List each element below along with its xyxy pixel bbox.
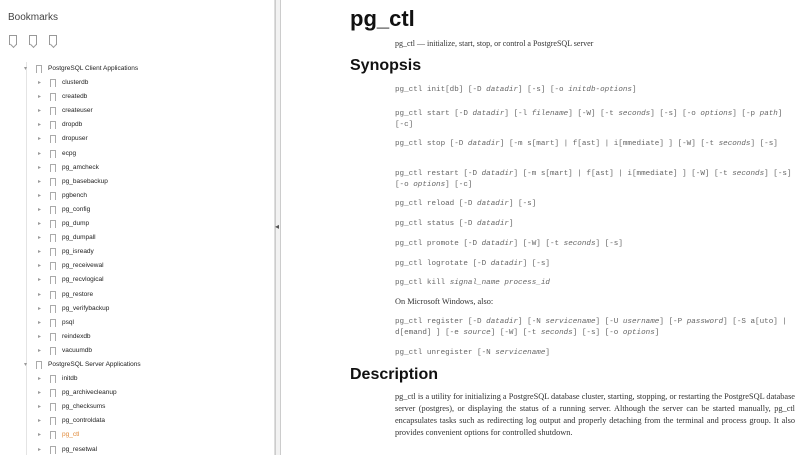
bookmark-icon — [50, 431, 56, 439]
document-view — [281, 0, 800, 455]
command-text: pg_ctl init[db] [-D — [395, 86, 487, 94]
expand-toggle-icon[interactable]: ▸ — [38, 305, 42, 312]
parameter: seconds — [718, 140, 751, 148]
parameter: datadir — [486, 86, 519, 94]
synopsis-line — [395, 169, 795, 191]
parameter: source — [463, 329, 491, 337]
tree-item[interactable] — [0, 217, 275, 231]
expand-toggle-icon[interactable]: ▸ — [38, 277, 42, 284]
collapse-toggle-icon[interactable]: ▾ — [24, 361, 28, 368]
command-text: ] [-W] [-t — [568, 110, 619, 118]
bookmark-icon — [50, 234, 56, 242]
bookmark-icon — [50, 107, 56, 115]
command-text: pg_ctl status [-D — [395, 220, 478, 228]
command-text: ] [-m s[mart] | f[ast] | i[mmediate] ] [-W] [-t — [513, 170, 733, 178]
tree-item[interactable] — [0, 386, 275, 400]
collapse-toggle-icon[interactable]: ▾ — [24, 66, 28, 72]
tree-item[interactable] — [0, 344, 275, 358]
tree-item-label: clusterdb — [62, 79, 89, 87]
parameter: datadir — [486, 318, 519, 326]
bookmark-icon — [50, 319, 56, 327]
synopsis-line — [395, 139, 795, 150]
description-heading: Description — [350, 366, 439, 383]
page-subtitle: pg_ctl — initialize, start, stop, or control a PostgreSQL server — [395, 39, 594, 48]
parameter: datadir — [481, 170, 514, 178]
tree-item[interactable] — [0, 62, 275, 76]
synopsis-line — [395, 278, 795, 289]
bookmark-icon — [50, 403, 56, 411]
bookmark-icon — [50, 192, 56, 200]
bookmark-icon[interactable] — [29, 35, 37, 45]
tree-item-label: pg_basebackup — [62, 177, 108, 185]
expand-toggle-icon[interactable]: ▸ — [38, 206, 42, 213]
expand-toggle-icon[interactable]: ▸ — [38, 319, 42, 326]
expand-toggle-icon[interactable]: ▸ — [38, 446, 42, 453]
tree-item[interactable] — [0, 372, 275, 386]
bookmark-icon — [50, 164, 56, 172]
bookmark-icon[interactable] — [9, 35, 17, 45]
expand-toggle-icon[interactable]: ▸ — [38, 376, 42, 383]
tree-item[interactable] — [0, 104, 275, 118]
command-text: ] [-s] — [522, 260, 550, 268]
expand-toggle-icon[interactable]: ▸ — [38, 235, 42, 242]
tree-item[interactable] — [0, 118, 275, 132]
tree-item[interactable] — [0, 132, 275, 146]
expand-toggle-icon[interactable]: ▸ — [38, 347, 42, 354]
tree-item[interactable] — [0, 414, 275, 428]
command-text: ] — [654, 329, 660, 337]
bookmark-icon — [50, 417, 56, 425]
parameter: seconds — [563, 240, 596, 248]
command-text: pg_ctl reload [-D — [395, 200, 478, 208]
expand-toggle-icon[interactable]: ▸ — [38, 333, 42, 340]
tree-item-label: initdb — [62, 375, 78, 383]
parameter: signal_name process_id — [449, 279, 550, 287]
bookmark-icon — [36, 361, 42, 369]
tree-item-label: pg_config — [62, 205, 91, 213]
expand-toggle-icon[interactable]: ▸ — [38, 94, 42, 101]
synopsis-line — [395, 85, 795, 96]
parameter: options — [622, 329, 655, 337]
bookmark-icon — [50, 248, 56, 256]
command-text: ] [-S a[uto] | d[emand] ] [-e — [395, 318, 787, 337]
tree-item-label: pg_dumpall — [62, 234, 96, 242]
expand-toggle-icon[interactable]: ▸ — [38, 404, 42, 411]
command-text: ] [-s] — [508, 200, 537, 208]
tree-item[interactable] — [0, 189, 275, 203]
tree-item-label: psql — [62, 318, 74, 326]
parameter: options — [413, 181, 446, 189]
parameter: options — [700, 110, 733, 118]
bookmark-icon — [50, 206, 56, 214]
command-text: ] [-N — [518, 318, 546, 326]
parameter: password — [686, 318, 724, 326]
bookmark-icon[interactable] — [49, 35, 57, 45]
parameter: datadir — [472, 110, 505, 118]
expand-toggle-icon[interactable]: ▸ — [38, 249, 42, 256]
tree-item-label: pg_verifybackup — [62, 304, 110, 312]
synopsis-heading: Synopsis — [350, 57, 422, 74]
tree-item-label: pg_receivewal — [62, 262, 104, 270]
tree-item-label: pg_resetwal — [62, 445, 98, 453]
tree-item[interactable] — [0, 161, 275, 175]
bookmark-icon — [50, 375, 56, 383]
tree-item-label: pgbench — [62, 191, 87, 199]
command-text: ] [-s] [-o — [572, 329, 623, 337]
tree-item[interactable] — [0, 231, 275, 245]
tree-item-label: PostgreSQL Server Applications — [48, 360, 141, 368]
parameter: seconds — [540, 329, 573, 337]
bookmark-icon — [50, 262, 56, 270]
expand-toggle-icon[interactable]: ▸ — [38, 150, 42, 157]
bookmark-icon — [36, 65, 42, 73]
tree-item[interactable] — [0, 273, 275, 287]
tree-item-label: pg_recvlogical — [62, 276, 104, 284]
bookmark-icon — [50, 220, 56, 228]
parameter: datadir — [477, 220, 509, 228]
parameter: servicename — [495, 349, 546, 357]
tree-item[interactable] — [0, 259, 275, 273]
tree-item[interactable] — [0, 175, 275, 189]
bookmark-tree — [0, 62, 275, 457]
windows-note: On Microsoft Windows, also: — [395, 297, 494, 306]
parameter: datadir — [467, 140, 500, 148]
synopsis-line — [395, 239, 795, 250]
tree-item[interactable] — [0, 400, 275, 414]
tree-item[interactable] — [0, 316, 275, 330]
command-text: pg_ctl promote [-D — [395, 240, 482, 248]
command-text: ] [-m s[mart] | f[ast] | i[mmediate] ] [-W] [-t — [499, 140, 719, 148]
bookmark-icon — [50, 121, 56, 129]
expand-toggle-icon[interactable]: ▸ — [38, 390, 42, 397]
tree-item[interactable] — [0, 147, 275, 161]
command-text: pg_ctl register [-D — [395, 318, 487, 326]
expand-toggle-icon[interactable]: ▸ — [38, 418, 42, 425]
command-text: pg_ctl start [-D — [395, 110, 473, 118]
tree-item[interactable] — [0, 203, 275, 217]
synopsis-line — [395, 219, 795, 230]
command-text: ] [-p — [732, 110, 760, 118]
command-text: pg_ctl unregister [-N — [395, 349, 496, 357]
bookmark-icon — [50, 93, 56, 101]
command-text: ] [-s] — [595, 240, 623, 248]
command-text: ] [-s] [-o — [518, 86, 569, 94]
parameter: servicename — [545, 318, 596, 326]
tree-item[interactable] — [0, 330, 275, 344]
bookmark-icon — [50, 276, 56, 284]
tree-item-label: dropuser — [62, 135, 88, 143]
tree-item[interactable] — [0, 76, 275, 90]
bookmark-icon — [50, 178, 56, 186]
expand-toggle-icon[interactable]: ▸ — [38, 108, 42, 115]
command-text: pg_ctl stop [-D — [395, 140, 468, 148]
bookmark-icon — [50, 347, 56, 355]
tree-item-label: dropdb — [62, 121, 83, 129]
bookmark-icon — [50, 446, 56, 454]
command-text: ] [-U — [595, 318, 623, 326]
expand-toggle-icon[interactable]: ▸ — [38, 164, 42, 171]
page-title: pg_ctl — [350, 6, 415, 31]
bookmark-icon — [50, 333, 56, 341]
parameter: datadir — [490, 260, 523, 268]
command-text: ] — [545, 349, 550, 357]
parameter: filename — [531, 110, 569, 118]
tree-item-label: pg_dump — [62, 220, 90, 228]
tree-item-label: pg_isready — [62, 248, 94, 256]
command-text: ] [-W] [-t — [490, 329, 541, 337]
tree-item-label: pg_checksums — [62, 403, 106, 411]
synopsis-line — [395, 109, 795, 131]
bookmark-icon — [50, 291, 56, 299]
tree-item[interactable] — [0, 428, 275, 442]
command-text: pg_ctl restart [-D — [395, 170, 482, 178]
expand-toggle-icon[interactable]: ▸ — [38, 122, 42, 129]
command-text: ] [-s] [-o — [395, 170, 792, 189]
parameter: seconds — [618, 110, 651, 118]
parameter: datadir — [481, 240, 514, 248]
command-text: ] [-s] [-o — [650, 110, 701, 118]
command-text: ] — [508, 220, 514, 228]
sidebar-title: Bookmarks — [8, 12, 59, 23]
tree-item-label: pg_amcheck — [62, 163, 99, 171]
tree-item-label: PostgreSQL Client Applications — [48, 65, 139, 72]
description-text: pg_ctl is a utility for initializing a PostgreSQL database cluster, starting, stopping, or restarting the PostgreSQL database server (postgres), or displaying the status of a running server. Although the server can be started manually, pg_ctl encapsulates tasks such as redirecting log output and properly detaching from the terminal and process group. It also provides convenient options for controlled shutdown. — [395, 392, 795, 437]
command-text: pg_ctl logrotate [-D — [395, 260, 491, 268]
tree-item-label: ecpg — [62, 149, 77, 157]
synopsis-line — [395, 259, 795, 270]
bookmark-icon — [50, 389, 56, 397]
tree-item-label: pg_archivecleanup — [62, 389, 117, 397]
synopsis-line — [395, 317, 795, 339]
command-text: ] [-c] — [395, 110, 783, 129]
tree-item-label: pg_ctl — [62, 431, 80, 439]
bookmark-icon — [50, 79, 56, 87]
command-text: pg_ctl kill — [395, 279, 450, 287]
tree-item[interactable] — [0, 358, 275, 372]
tree-item-label: vacuumdb — [62, 346, 92, 354]
tree-item[interactable] — [0, 302, 275, 316]
command-text: ] [-W] [-t — [513, 240, 564, 248]
expand-toggle-icon[interactable]: ▸ — [38, 221, 42, 228]
tree-item-label: createuser — [62, 107, 93, 115]
command-text: ] — [632, 86, 637, 94]
tree-item[interactable] — [0, 245, 275, 259]
synopsis-line — [395, 199, 795, 210]
command-text: ] [-c] — [445, 181, 473, 189]
expand-toggle-icon[interactable]: ▸ — [38, 432, 42, 439]
parameter: datadir — [477, 200, 509, 208]
bookmark-icon — [50, 150, 56, 158]
tree-item-label: reindexdb — [62, 332, 91, 340]
expand-toggle-icon[interactable]: ▸ — [38, 80, 42, 87]
collapse-arrow-icon[interactable]: ◂ — [275, 222, 280, 231]
expand-toggle-icon[interactable]: ▸ — [38, 192, 42, 199]
parameter: seconds — [732, 170, 765, 178]
bookmark-icon — [50, 135, 56, 143]
tree-item-label: pg_controldata — [62, 417, 106, 425]
command-text: ] [-s] — [750, 140, 778, 148]
parameter: path — [759, 110, 778, 118]
tree-item[interactable] — [0, 90, 275, 104]
parameter: username — [622, 318, 660, 326]
expand-toggle-icon[interactable]: ▸ — [38, 136, 42, 143]
command-text: ] [-P — [659, 318, 687, 326]
expand-toggle-icon[interactable]: ▸ — [38, 291, 42, 298]
tree-item[interactable] — [0, 288, 275, 302]
tree-item-label: createdb — [62, 93, 88, 101]
synopsis-line — [395, 348, 795, 359]
expand-toggle-icon[interactable]: ▸ — [38, 178, 42, 185]
tree-item-label: pg_restore — [62, 290, 94, 298]
bookmarks-sidebar — [0, 0, 275, 455]
parameter: initdb-options — [568, 86, 632, 94]
expand-toggle-icon[interactable]: ▸ — [38, 263, 42, 270]
bookmark-icon — [50, 305, 56, 313]
command-text: ] [-l — [504, 110, 532, 118]
